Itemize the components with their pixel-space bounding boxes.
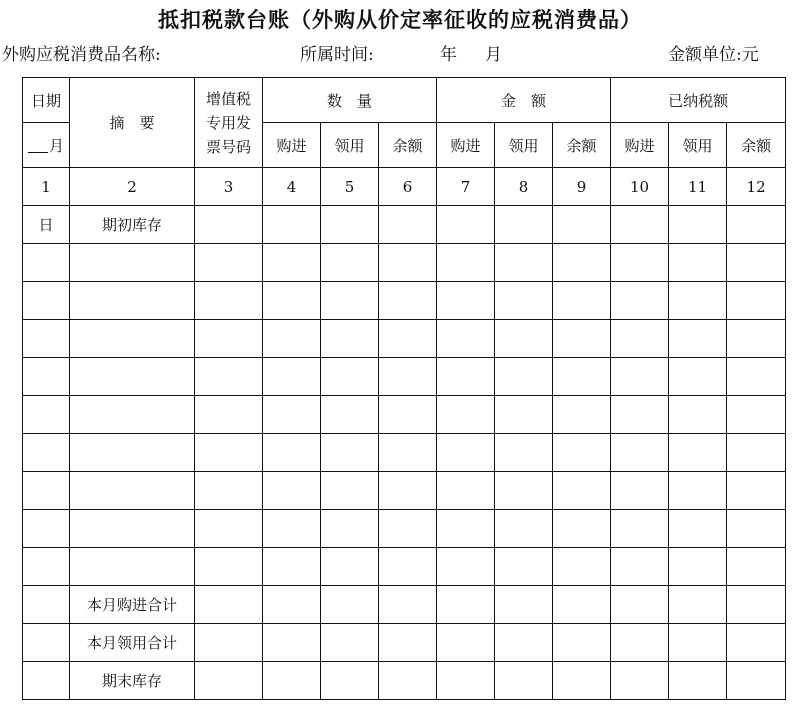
summary-cell[interactable] [70,396,195,434]
ledger-cell[interactable] [321,206,379,244]
date-cell[interactable] [23,510,70,548]
ledger-cell[interactable] [379,396,437,434]
ledger-cell[interactable] [195,586,263,624]
ledger-cell[interactable] [195,472,263,510]
header-quantity-balance: 余额 [379,123,437,168]
ledger-cell[interactable] [553,586,611,624]
ledger-cell[interactable] [263,396,321,434]
ledger-cell[interactable] [263,548,321,586]
ledger-cell[interactable] [669,206,727,244]
summary-cell[interactable]: 期末库存 [70,662,195,700]
ledger-cell[interactable] [437,472,495,510]
ledger-cell[interactable] [195,548,263,586]
ledger-cell[interactable] [437,206,495,244]
period-label: 所属时间: [300,45,374,65]
month-label: 月 [485,45,502,65]
ledger-cell[interactable] [727,586,786,624]
ledger-cell[interactable] [321,472,379,510]
ledger-cell[interactable] [379,510,437,548]
ledger-cell[interactable] [553,662,611,700]
ledger-cell[interactable] [321,624,379,662]
ledger-cell[interactable] [495,434,553,472]
summary-cell[interactable] [70,244,195,282]
summary-cell[interactable] [70,434,195,472]
ledger-cell[interactable] [437,320,495,358]
ledger-cell[interactable] [379,548,437,586]
summary-cell[interactable] [70,510,195,548]
header-invoice-line: 增值税 [205,89,251,108]
ledger-cell[interactable] [611,320,669,358]
ledger-cell[interactable] [437,510,495,548]
table-row [23,282,786,320]
ledger-cell[interactable] [379,282,437,320]
ledger-cell[interactable] [669,396,727,434]
ledger-cell[interactable] [379,358,437,396]
ledger-cell[interactable] [379,624,437,662]
summary-cell[interactable]: 期初库存 [70,206,195,244]
ledger-cell[interactable] [263,662,321,700]
ledger-cell[interactable] [611,282,669,320]
column-number: 10 [611,168,669,206]
ledger-cell[interactable] [195,282,263,320]
table-row [23,396,786,434]
ledger-cell[interactable] [437,624,495,662]
ledger-cell[interactable] [553,206,611,244]
ledger-cell[interactable] [195,244,263,282]
ledger-cell[interactable] [195,662,263,700]
summary-cell[interactable] [70,320,195,358]
ledger-cell[interactable] [495,206,553,244]
ledger-cell[interactable] [669,624,727,662]
ledger-cell[interactable] [379,434,437,472]
date-cell[interactable] [23,358,70,396]
ledger-cell[interactable] [195,434,263,472]
ledger-body [23,206,786,700]
blank-month-line [28,137,48,153]
ledger-cell[interactable] [611,244,669,282]
column-number: 11 [669,168,727,206]
ledger-cell[interactable] [553,472,611,510]
ledger-cell[interactable] [553,282,611,320]
ledger-cell[interactable] [495,396,553,434]
ledger-cell[interactable] [495,510,553,548]
ledger-cell[interactable] [321,434,379,472]
product-name-label: 外购应税消费品名称: [2,45,161,65]
header-month-label: 月 [48,136,64,155]
ledger-cell[interactable] [195,624,263,662]
ledger-cell[interactable] [727,320,786,358]
ledger-cell[interactable] [263,282,321,320]
column-number: 2 [70,168,195,206]
header-month [23,123,70,168]
ledger-cell[interactable] [321,282,379,320]
date-cell[interactable] [23,624,70,662]
ledger-cell[interactable] [195,320,263,358]
column-number: 4 [263,168,321,206]
ledger-cell[interactable] [669,358,727,396]
header-tax-balance: 余额 [727,123,786,168]
ledger-cell[interactable] [727,548,786,586]
ledger-cell[interactable] [379,472,437,510]
ledger-cell[interactable] [321,320,379,358]
ledger-cell[interactable] [669,320,727,358]
ledger-cell[interactable] [495,624,553,662]
date-cell[interactable] [23,396,70,434]
ledger-cell[interactable] [553,434,611,472]
ledger-cell[interactable] [727,624,786,662]
ledger-cell[interactable] [379,662,437,700]
header-tax-paid: 已纳税额 [611,78,786,123]
date-cell[interactable] [23,586,70,624]
ledger-cell[interactable] [553,320,611,358]
table-row [23,434,786,472]
summary-cell[interactable]: 本月领用合计 [70,624,195,662]
ledger-cell[interactable] [669,662,727,700]
ledger-cell[interactable] [437,396,495,434]
ledger-cell[interactable] [727,358,786,396]
ledger-title: 抵扣税款台账（外购从价定率征收的应税消费品） [158,8,642,32]
header-amount: 金 额 [437,78,611,123]
ledger-cell[interactable] [611,206,669,244]
ledger-cell[interactable] [611,548,669,586]
ledger-cell[interactable] [553,510,611,548]
ledger-cell[interactable] [437,548,495,586]
ledger-cell[interactable] [495,282,553,320]
ledger-cell[interactable] [379,206,437,244]
header-invoice-number [195,78,263,168]
ledger-cell[interactable] [611,624,669,662]
ledger-cell[interactable] [379,244,437,282]
date-cell[interactable] [23,662,70,700]
ledger-cell[interactable] [321,510,379,548]
opening-row [23,206,786,244]
ledger-cell[interactable] [495,586,553,624]
ledger-cell[interactable] [437,662,495,700]
ledger-cell[interactable] [727,510,786,548]
table-row [23,244,786,282]
header-quantity-use: 领用 [321,123,379,168]
ledger-cell[interactable] [263,320,321,358]
ledger-cell[interactable] [727,282,786,320]
table-row [23,320,786,358]
total-row [23,624,786,662]
table-row [23,548,786,586]
ledger-cell[interactable] [321,396,379,434]
ledger-cell[interactable] [669,434,727,472]
ledger-cell[interactable] [321,244,379,282]
ledger-cell[interactable] [321,586,379,624]
ledger-cell[interactable] [321,548,379,586]
ledger-cell[interactable] [611,358,669,396]
ledger-cell[interactable] [263,358,321,396]
unit-label: 金额单位:元 [668,45,759,65]
table-row [23,510,786,548]
ledger-cell[interactable] [611,434,669,472]
ledger-cell[interactable] [727,434,786,472]
date-cell[interactable] [23,472,70,510]
header-invoice-line: 专用发 [205,113,251,132]
ledger-cell[interactable] [379,586,437,624]
ledger-cell[interactable] [195,510,263,548]
total-row [23,662,786,700]
ledger-cell[interactable] [495,662,553,700]
ledger-cell[interactable] [553,358,611,396]
ledger-cell[interactable] [437,358,495,396]
ledger-cell[interactable] [495,548,553,586]
ledger-cell[interactable] [727,244,786,282]
ledger-cell[interactable] [727,472,786,510]
ledger-cell[interactable] [263,510,321,548]
ledger-cell[interactable] [263,244,321,282]
header-quantity: 数 量 [263,78,437,123]
column-number: 8 [495,168,553,206]
column-number: 5 [321,168,379,206]
ledger-cell[interactable] [321,358,379,396]
ledger-cell[interactable] [727,206,786,244]
ledger-cell[interactable] [669,548,727,586]
ledger-cell[interactable] [727,396,786,434]
summary-cell[interactable] [70,282,195,320]
ledger-cell[interactable] [611,586,669,624]
header-quantity-purchase: 购进 [263,123,321,168]
date-cell[interactable] [23,320,70,358]
ledger-cell[interactable] [553,548,611,586]
ledger-cell[interactable] [611,510,669,548]
header-summary: 摘 要 [70,78,195,168]
ledger-cell[interactable] [553,244,611,282]
ledger-cell[interactable] [195,358,263,396]
ledger-cell[interactable] [263,472,321,510]
ledger-cell[interactable] [195,206,263,244]
ledger-table [22,77,786,700]
ledger-cell[interactable] [495,472,553,510]
column-number: 6 [379,168,437,206]
summary-cell[interactable] [70,472,195,510]
date-cell[interactable] [23,244,70,282]
summary-cell[interactable] [70,358,195,396]
header-tax-use: 领用 [669,123,727,168]
ledger-cell[interactable] [669,244,727,282]
summary-cell[interactable] [70,548,195,586]
ledger-cell[interactable] [669,282,727,320]
ledger-cell[interactable] [669,510,727,548]
header-amount-balance: 余额 [553,123,611,168]
header-invoice-line: 票号码 [205,137,251,156]
header-amount-purchase: 购进 [437,123,495,168]
column-number: 3 [195,168,263,206]
summary-cell[interactable]: 本月购进合计 [70,586,195,624]
column-number: 12 [727,168,786,206]
column-number: 9 [553,168,611,206]
ledger-cell[interactable] [263,586,321,624]
date-cell[interactable]: 日 [23,206,70,244]
ledger-cell[interactable] [611,396,669,434]
date-cell[interactable] [23,434,70,472]
ledger-cell[interactable] [437,244,495,282]
ledger-cell[interactable] [263,434,321,472]
ledger-cell[interactable] [727,662,786,700]
ledger-cell[interactable] [321,662,379,700]
ledger-cell[interactable] [669,472,727,510]
total-row [23,586,786,624]
ledger-cell[interactable] [437,434,495,472]
date-cell[interactable] [23,548,70,586]
ledger-cell[interactable] [611,662,669,700]
ledger-cell[interactable] [495,244,553,282]
ledger-cell[interactable] [553,396,611,434]
date-cell[interactable] [23,282,70,320]
table-row [23,472,786,510]
ledger-cell[interactable] [553,624,611,662]
ledger-cell[interactable] [495,358,553,396]
column-number: 7 [437,168,495,206]
ledger-cell[interactable] [669,586,727,624]
ledger-cell[interactable] [263,206,321,244]
header-amount-use: 领用 [495,123,553,168]
column-number: 1 [23,168,70,206]
ledger-cell[interactable] [611,472,669,510]
ledger-cell[interactable] [263,624,321,662]
year-label: 年 [440,45,457,65]
ledger-cell[interactable] [379,320,437,358]
ledger-cell[interactable] [437,586,495,624]
ledger-cell[interactable] [495,320,553,358]
ledger-cell[interactable] [437,282,495,320]
table-row [23,358,786,396]
header-tax-purchase: 购进 [611,123,669,168]
ledger-cell[interactable] [195,396,263,434]
header-date: 日期 [23,78,70,123]
